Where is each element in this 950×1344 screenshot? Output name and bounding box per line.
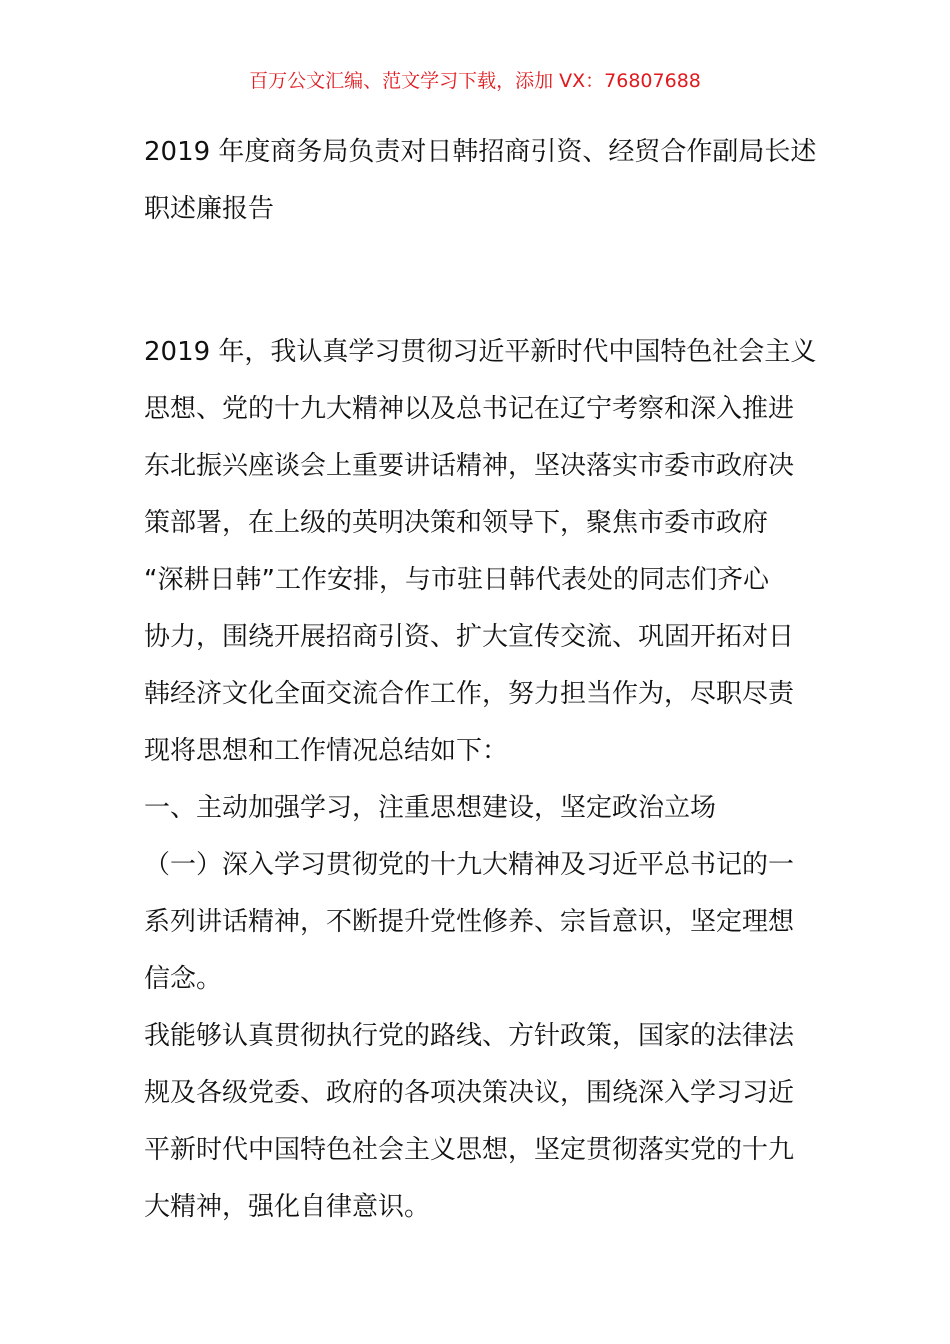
spacer	[144, 238, 808, 324]
document-content	[144, 124, 817, 1236]
text-line: 东北振兴座谈会上重要讲话精神，坚决落实市委市政府决	[144, 451, 795, 481]
text-line: 大精神，强化自律意识。	[144, 1192, 431, 1222]
text-line: 策部署，在上级的英明决策和领导下，聚焦市委市政府	[144, 508, 769, 538]
title-line: 2019 年度商务局负责对日韩招商引资、经贸合作副局长述	[144, 137, 817, 167]
body-paragraph	[144, 1008, 808, 1236]
text-line: 信念。	[144, 964, 223, 994]
text-line: 协力，围绕开展招商引资、扩大宣传交流、巩固开拓对日	[144, 622, 795, 652]
text-line: “深耕日韩”工作安排，与市驻日韩代表处的同志们齐心	[144, 565, 769, 595]
subsection-heading	[144, 837, 808, 1008]
text-line: （一）深入学习贯彻党的十九大精神及习近平总书记的一	[144, 850, 795, 880]
document-title	[144, 124, 817, 238]
text-line: 规及各级党委、政府的各项决策决议，围绕深入学习习近	[144, 1078, 795, 1108]
header-banner: 百万公文汇编、范文学习下载，添加 VX：76807688	[249, 70, 701, 92]
section-heading: 一、主动加强学习，注重思想建设，坚定政治立场	[144, 793, 717, 823]
text-line: 2019 年，我认真学习贯彻习近平新时代中国特色社会主义	[144, 337, 817, 367]
text-line: 思想、党的十九大精神以及总书记在辽宁考察和深入推进	[144, 394, 795, 424]
intro-paragraph	[144, 324, 817, 780]
text-line: 平新时代中国特色社会主义思想，坚定贯彻落实党的十九	[144, 1135, 795, 1165]
title-line: 职述廉报告	[144, 194, 275, 224]
text-line: 系列讲话精神，不断提升党性修养、宗旨意识，坚定理想	[144, 907, 795, 937]
text-line: 韩经济文化全面交流合作工作，努力担当作为，尽职尽责	[144, 679, 795, 709]
text-line: 我能够认真贯彻执行党的路线、方针政策，国家的法律法	[144, 1021, 795, 1051]
text-line: 现将思想和工作情况总结如下：	[144, 736, 509, 766]
